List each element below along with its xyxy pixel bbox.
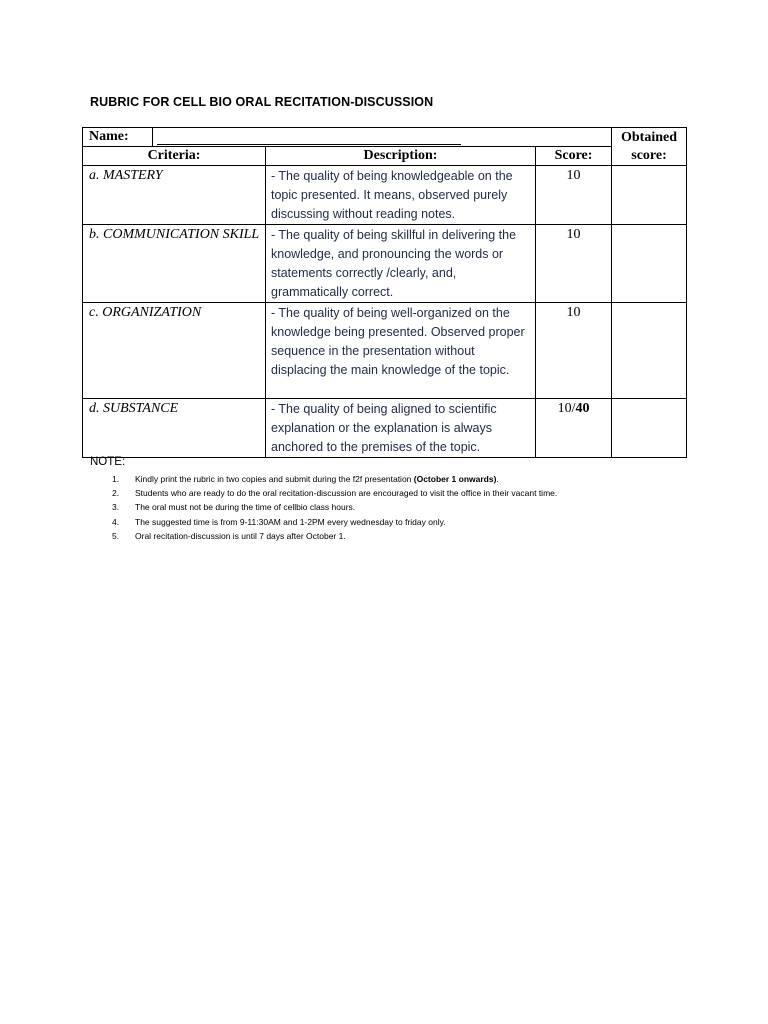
item-number: 4. <box>112 516 120 527</box>
criteria-cell: a. MASTERY <box>83 166 266 225</box>
description-cell: - The quality of being knowledgeable on the topic presented. It means, observed purely discussing without reading notes. <box>266 166 536 225</box>
table-row <box>83 166 687 225</box>
notes-list <box>108 472 557 543</box>
list-item <box>108 500 557 514</box>
item-number: 1. <box>112 474 120 484</box>
list-item <box>108 486 557 500</box>
score-total: 40 <box>575 401 590 416</box>
table-row <box>83 225 687 303</box>
item-number: 3. <box>112 502 120 513</box>
note-text: The oral must not be during the time of cellbio class hours. <box>135 502 356 513</box>
description-cell: - The quality of being skillful in delivering the knowledge, and pronouncing the words or statements correctly /clearly, and, grammatically correct. <box>266 225 536 303</box>
note-bold-text: (October 1 onwards) <box>413 474 497 484</box>
item-number: 5. <box>112 530 120 541</box>
score-header: Score: <box>536 147 612 166</box>
name-underline <box>157 144 461 145</box>
note-text: Oral recitation-discussion is until 7 days after October 1. <box>135 530 346 541</box>
obtained-score-cell[interactable] <box>612 303 687 399</box>
criteria-cell: d. SUBSTANCE <box>83 399 266 458</box>
header-row <box>83 147 687 166</box>
name-label: Name: <box>83 128 153 147</box>
obtained-score-cell[interactable] <box>612 166 687 225</box>
list-item <box>108 529 557 543</box>
note-text: Students who are ready to do the oral recitation-discussion are encouraged to visit the office in their vacant time. <box>135 488 558 499</box>
score-prefix: 10/ <box>557 401 576 416</box>
note-text-end: . <box>496 474 499 484</box>
criteria-cell: b. COMMUNICATION SKILL <box>83 225 266 303</box>
score-cell: 10 <box>536 303 612 399</box>
table-row <box>83 399 687 458</box>
table-row <box>83 303 687 399</box>
item-number: 2. <box>112 488 120 499</box>
note-text: Kindly print the rubric in two copies and submit during the f2f presentation <box>135 474 414 484</box>
name-field[interactable] <box>153 128 612 147</box>
note-text: The suggested time is from 9-11:30AM and 1-2PM every wednesday to friday only. <box>135 516 446 527</box>
criteria-header: Criteria: <box>83 147 266 166</box>
score-cell: 10 <box>536 225 612 303</box>
name-row <box>83 128 687 147</box>
list-item <box>108 472 557 486</box>
description-header: Description: <box>266 147 536 166</box>
rubric-table <box>82 127 687 458</box>
description-cell: - The quality of being aligned to scientific explanation or the explanation is always anchored to the premises of the topic. <box>266 399 536 458</box>
score-cell <box>536 399 612 458</box>
criteria-cell: c. ORGANIZATION <box>83 303 266 399</box>
document-title: RUBRIC FOR CELL BIO ORAL RECITATION-DISCUSSION <box>90 95 434 109</box>
obtained-score-cell[interactable] <box>612 399 687 458</box>
list-item <box>108 515 557 529</box>
description-cell: - The quality of being well-organized on the knowledge being presented. Observed proper sequence in the presentation without displacing the main knowledge of the topic. <box>266 303 536 399</box>
obtained-score-header: Obtained score: <box>612 128 687 166</box>
obtained-score-cell[interactable] <box>612 225 687 303</box>
score-cell: 10 <box>536 166 612 225</box>
note-label: NOTE: <box>90 456 126 468</box>
